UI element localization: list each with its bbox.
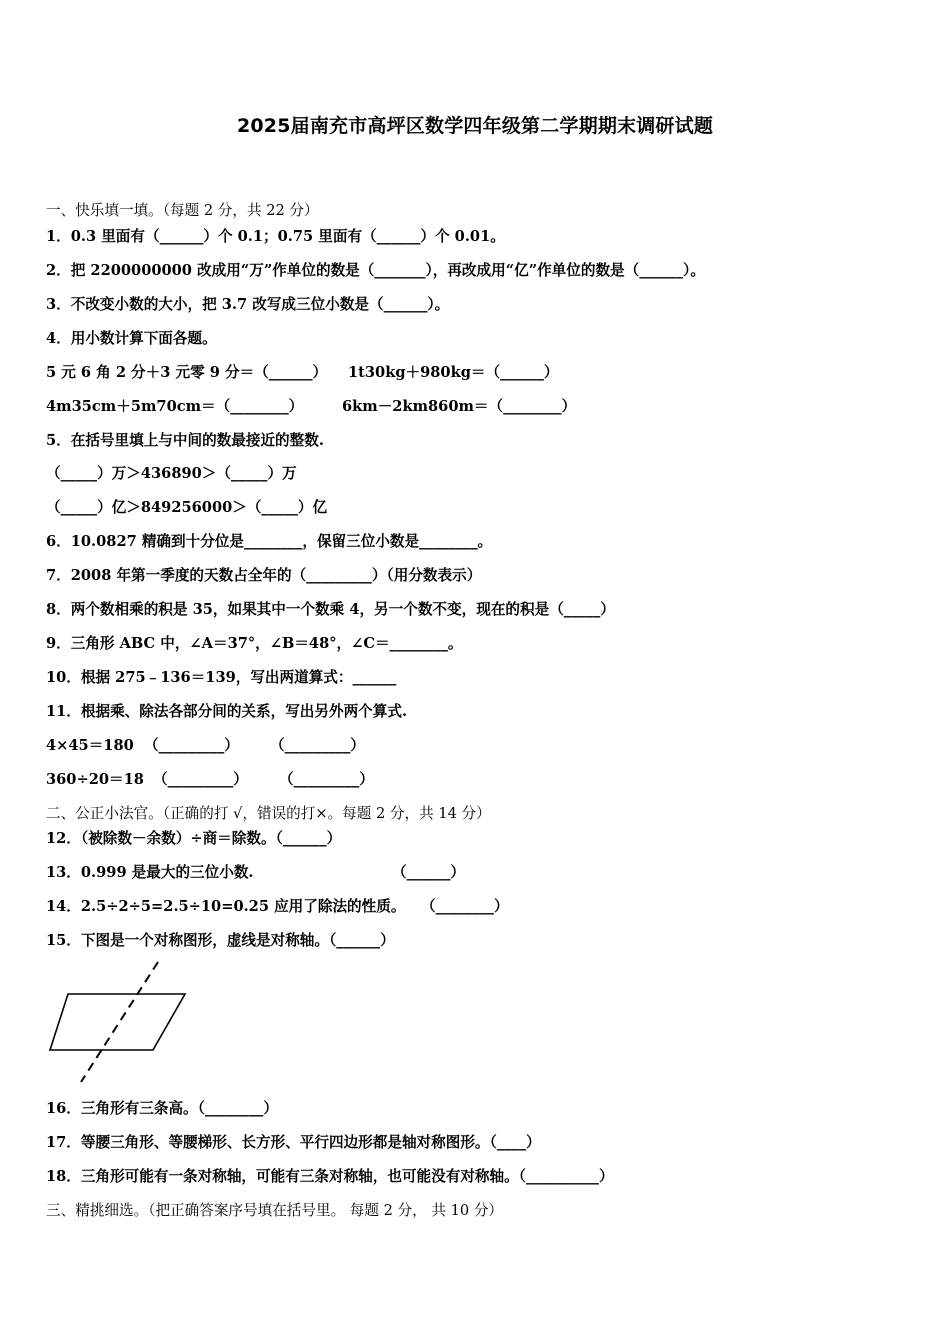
question-18: 18．三角形可能有一条对称轴，可能有三条对称轴，也可能没有对称轴。（__________） <box>46 1168 614 1185</box>
question-8: 8．两个数相乘的积是 35，如果其中一个数乘 4，另一个数不变，现在的积是（_____） <box>46 601 615 618</box>
question-14: 14．2.5÷2÷5=2.5÷10=0.25 应用了除法的性质。 <box>46 898 406 915</box>
question-2: 2．把 2200000000 改成用“万”作单位的数是（_______），再改成用“亿”作单位的数是（______）。 <box>46 262 705 279</box>
question-13: 13．0.999 是最大的三位小数. <box>46 864 254 881</box>
question-15: 15．下图是一个对称图形，虚线是对称轴。（______） <box>46 932 395 949</box>
question-11-blank-b1: （_________） <box>153 771 248 788</box>
question-5-part-a: （_____）万＞436890＞（_____）万 <box>46 465 297 482</box>
question-4-part-a: 5 元 6 角 2 分＋3 元零 9 分＝（______） <box>46 364 328 381</box>
question-12: 12．（被除数－余数）÷商＝除数。（______） <box>46 830 342 847</box>
question-3: 3．不改变小数的大小，把 3.7 改写成三位小数是（______）。 <box>46 296 450 313</box>
question-5: 5．在括号里填上与中间的数最接近的整数. <box>46 432 324 449</box>
question-9: 9．三角形 ABC 中，∠A＝37°，∠B＝48°，∠C＝________。 <box>46 635 463 652</box>
question-17: 17．等腰三角形、等腰梯形、长方形、平行四边形都是轴对称图形。（____） <box>46 1134 541 1151</box>
question-13-blank: （______） <box>392 864 465 881</box>
question-11-blank-a1: （_________） <box>144 737 239 754</box>
page-title: 2025届南充市高坪区数学四年级第二学期期末调研试题 <box>236 115 714 137</box>
question-5-part-b: （_____）亿＞849256000＞（_____）亿 <box>46 499 328 516</box>
question-11: 11．根据乘、除法各部分间的关系，写出另外两个算式. <box>46 703 408 720</box>
question-10: 10．根据 275﹣136＝139，写出两道算式：______ <box>46 669 397 686</box>
question-16: 16．三角形有三条高。（________） <box>46 1100 278 1117</box>
section-heading-3: 三、精挑细选。（把正确答案序号填在括号里。 每题 2 分， 共 10 分） <box>46 1202 504 1219</box>
question-4-part-c: 4m35cm＋5m70cm＝（________） <box>46 398 304 415</box>
question-6: 6．10.0827 精确到十分位是________，保留三位小数是________。 <box>46 533 493 550</box>
question-4-part-b: 1t30kg＋980kg＝（______） <box>348 364 559 381</box>
question-7: 7．2008 年第一季度的天数占全年的（_________）（用分数表示） <box>46 567 482 584</box>
question-14-blank: （________） <box>421 898 509 915</box>
question-11-blank-a2: （_________） <box>270 737 365 754</box>
parallelogram-figure <box>40 958 200 1086</box>
question-1: 1．0.3 里面有（______）个 0.1；0.75 里面有（______）个 0.01。 <box>46 228 505 245</box>
dashed-symmetry-axis <box>81 962 158 1082</box>
parallelogram-shape <box>50 994 185 1050</box>
section-heading-2: 二、公正小法官。（正确的打 √，错误的打×。每题 2 分，共 14 分） <box>46 805 491 822</box>
question-4-part-d: 6km－2km860m＝（________） <box>342 398 577 415</box>
question-11-blank-b2: （_________） <box>279 771 374 788</box>
question-4: 4．用小数计算下面各题。 <box>46 330 217 347</box>
section-heading-1: 一、快乐填一填。（每题 2 分，共 22 分） <box>46 202 319 219</box>
question-11-equation-a: 4×45＝180 <box>46 737 134 754</box>
question-11-equation-b: 360÷20＝18 <box>46 771 144 788</box>
